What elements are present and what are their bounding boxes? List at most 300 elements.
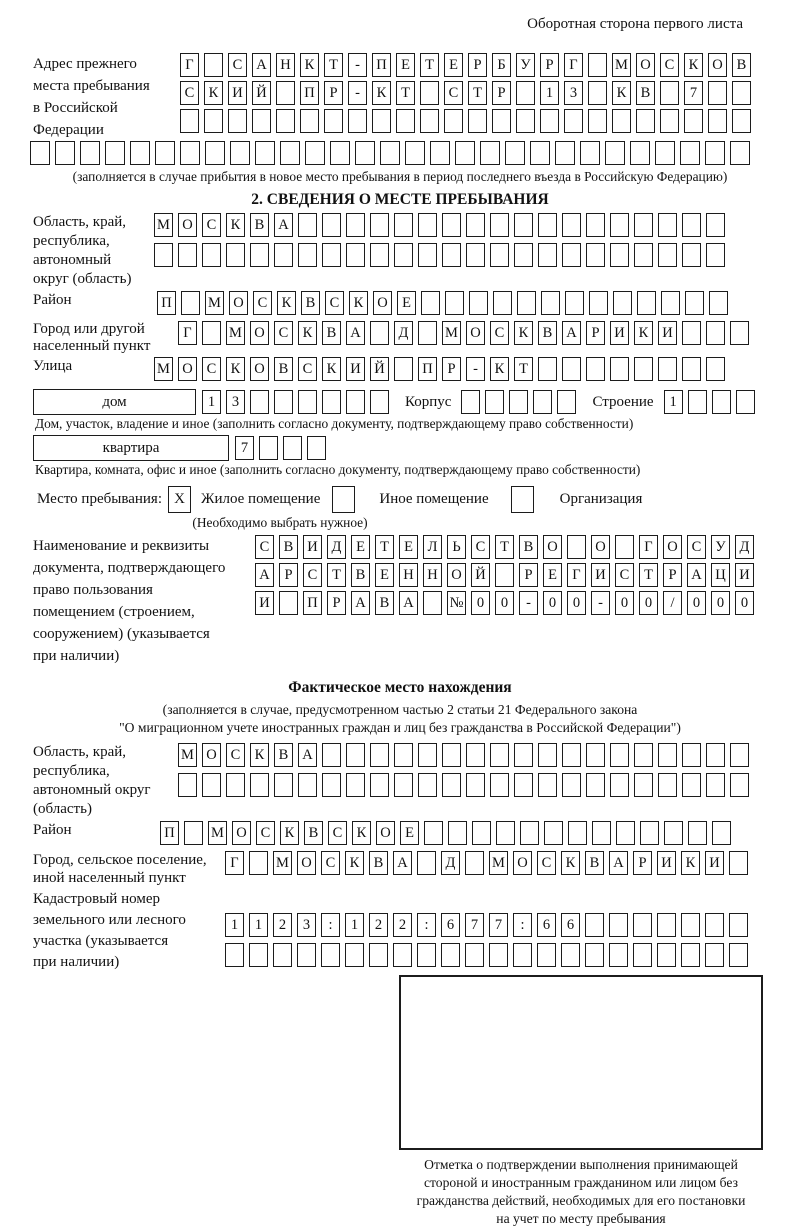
char-cell[interactable] [661,291,680,315]
char-cell[interactable]: А [346,321,365,345]
char-cell[interactable] [394,773,413,797]
char-cell[interactable] [496,821,515,845]
char-cell[interactable] [585,943,604,967]
char-cell[interactable] [370,321,389,345]
char-cell[interactable] [586,357,605,381]
char-cell[interactable] [418,213,437,237]
char-cell[interactable]: И [228,81,247,105]
char-cell[interactable]: О [202,743,221,767]
char-cell[interactable] [640,821,659,845]
char-cell[interactable] [322,243,341,267]
char-cell[interactable]: В [375,591,394,615]
char-cell[interactable]: О [250,321,269,345]
char-cell[interactable] [610,743,629,767]
char-cell[interactable] [605,141,625,165]
char-cell[interactable]: А [298,743,317,767]
char-cell[interactable]: А [393,851,412,875]
char-cell[interactable] [130,141,150,165]
char-cell[interactable] [250,773,269,797]
char-cell[interactable]: В [351,563,370,587]
char-cell[interactable]: Г [180,53,199,77]
char-cell[interactable]: В [585,851,604,875]
char-cell[interactable]: Д [441,851,460,875]
char-cell[interactable] [322,773,341,797]
char-cell[interactable] [514,743,533,767]
char-cell[interactable]: О [178,213,197,237]
char-cell[interactable]: М [178,743,197,767]
char-cell[interactable] [274,390,293,414]
char-cell[interactable]: Т [375,535,394,559]
char-cell[interactable] [466,213,485,237]
char-cell[interactable]: Е [543,563,562,587]
char-cell[interactable] [468,109,487,133]
char-cell[interactable] [538,773,557,797]
char-cell[interactable]: Н [399,563,418,587]
char-cell[interactable] [490,243,509,267]
apartment-type-box[interactable]: квартира [33,435,229,461]
char-cell[interactable]: С [444,81,463,105]
char-cell[interactable] [610,243,629,267]
char-cell[interactable]: К [322,357,341,381]
char-cell[interactable] [346,743,365,767]
char-cell[interactable] [225,943,244,967]
char-cell[interactable] [630,141,650,165]
char-cell[interactable]: 1 [345,913,364,937]
char-cell[interactable]: К [561,851,580,875]
char-cell[interactable]: С [202,213,221,237]
char-cell[interactable]: В [322,321,341,345]
stay-option-residential-checkbox[interactable]: X [168,486,191,513]
char-cell[interactable]: Д [327,535,346,559]
char-cell[interactable]: П [418,357,437,381]
char-cell[interactable] [516,81,535,105]
char-cell[interactable] [736,390,755,414]
char-cell[interactable] [490,773,509,797]
char-cell[interactable] [394,213,413,237]
char-cell[interactable] [466,243,485,267]
char-cell[interactable]: Й [370,357,389,381]
char-cell[interactable]: 6 [537,913,556,937]
char-cell[interactable]: Р [586,321,605,345]
char-cell[interactable] [346,390,365,414]
char-cell[interactable] [612,109,631,133]
char-cell[interactable] [658,243,677,267]
char-cell[interactable]: 3 [226,390,245,414]
char-cell[interactable] [405,141,425,165]
char-cell[interactable] [297,943,316,967]
char-cell[interactable] [610,213,629,237]
char-cell[interactable] [279,591,298,615]
char-cell[interactable] [420,81,439,105]
char-cell[interactable]: С [256,821,275,845]
char-cell[interactable]: - [466,357,485,381]
char-cell[interactable] [562,213,581,237]
char-cell[interactable]: М [154,213,173,237]
char-cell[interactable] [588,109,607,133]
char-cell[interactable] [465,851,484,875]
char-cell[interactable] [516,109,535,133]
char-cell[interactable]: - [348,53,367,77]
char-cell[interactable]: Р [663,563,682,587]
char-cell[interactable] [730,743,749,767]
char-cell[interactable] [202,321,221,345]
char-cell[interactable] [250,243,269,267]
char-cell[interactable]: С [202,357,221,381]
char-cell[interactable]: Е [351,535,370,559]
char-cell[interactable]: 7 [684,81,703,105]
char-cell[interactable]: В [369,851,388,875]
char-cell[interactable] [480,141,500,165]
char-cell[interactable] [682,243,701,267]
char-cell[interactable]: С [228,53,247,77]
char-cell[interactable] [490,213,509,237]
char-cell[interactable] [322,213,341,237]
char-cell[interactable] [370,243,389,267]
char-cell[interactable] [466,743,485,767]
char-cell[interactable]: И [303,535,322,559]
char-cell[interactable] [541,291,560,315]
stay-option-organization-checkbox[interactable] [511,486,534,513]
char-cell[interactable]: И [657,851,676,875]
char-cell[interactable]: Т [639,563,658,587]
char-cell[interactable]: И [591,563,610,587]
char-cell[interactable] [226,773,245,797]
char-cell[interactable] [682,773,701,797]
char-cell[interactable]: Д [735,535,754,559]
char-cell[interactable] [448,821,467,845]
char-cell[interactable] [634,213,653,237]
char-cell[interactable]: К [612,81,631,105]
char-cell[interactable] [461,390,480,414]
char-cell[interactable]: Ь [447,535,466,559]
char-cell[interactable]: А [687,563,706,587]
char-cell[interactable]: Р [633,851,652,875]
char-cell[interactable] [588,53,607,77]
char-cell[interactable] [514,773,533,797]
char-cell[interactable]: 0 [543,591,562,615]
char-cell[interactable] [634,743,653,767]
char-cell[interactable]: 0 [711,591,730,615]
char-cell[interactable] [537,943,556,967]
char-cell[interactable] [712,821,731,845]
char-cell[interactable]: 2 [393,913,412,937]
char-cell[interactable] [538,213,557,237]
char-cell[interactable] [706,357,725,381]
char-cell[interactable] [540,109,559,133]
char-cell[interactable]: С [471,535,490,559]
char-cell[interactable]: О [297,851,316,875]
char-cell[interactable] [420,109,439,133]
char-cell[interactable] [586,213,605,237]
char-cell[interactable]: К [298,321,317,345]
char-cell[interactable] [276,109,295,133]
char-cell[interactable] [682,213,701,237]
char-cell[interactable]: С [303,563,322,587]
char-cell[interactable]: 1 [664,390,683,414]
char-cell[interactable] [394,357,413,381]
char-cell[interactable] [705,141,725,165]
char-cell[interactable] [418,243,437,267]
char-cell[interactable] [346,213,365,237]
char-cell[interactable] [538,743,557,767]
char-cell[interactable] [708,109,727,133]
char-cell[interactable] [178,773,197,797]
char-cell[interactable]: М [154,357,173,381]
char-cell[interactable] [495,563,514,587]
char-cell[interactable]: О [373,291,392,315]
char-cell[interactable] [688,821,707,845]
char-cell[interactable] [252,109,271,133]
char-cell[interactable] [588,81,607,105]
char-cell[interactable]: 1 [202,390,221,414]
char-cell[interactable] [469,291,488,315]
char-cell[interactable] [682,743,701,767]
char-cell[interactable] [712,390,731,414]
char-cell[interactable]: Н [423,563,442,587]
char-cell[interactable] [657,913,676,937]
char-cell[interactable] [633,943,652,967]
char-cell[interactable]: Г [567,563,586,587]
char-cell[interactable] [274,243,293,267]
char-cell[interactable] [729,913,748,937]
char-cell[interactable]: Р [468,53,487,77]
char-cell[interactable]: Р [492,81,511,105]
char-cell[interactable]: И [705,851,724,875]
char-cell[interactable]: О [543,535,562,559]
char-cell[interactable] [276,81,295,105]
char-cell[interactable] [418,321,437,345]
char-cell[interactable]: 2 [369,913,388,937]
char-cell[interactable] [430,141,450,165]
char-cell[interactable]: Р [279,563,298,587]
char-cell[interactable]: К [204,81,223,105]
char-cell[interactable] [348,109,367,133]
char-cell[interactable] [660,81,679,105]
char-cell[interactable]: Р [324,81,343,105]
char-cell[interactable]: С [490,321,509,345]
char-cell[interactable] [613,291,632,315]
char-cell[interactable] [580,141,600,165]
char-cell[interactable] [634,773,653,797]
char-cell[interactable] [180,141,200,165]
char-cell[interactable]: 0 [471,591,490,615]
char-cell[interactable] [394,243,413,267]
char-cell[interactable] [706,743,725,767]
char-cell[interactable] [657,943,676,967]
char-cell[interactable]: С [660,53,679,77]
char-cell[interactable]: П [157,291,176,315]
char-cell[interactable] [636,109,655,133]
char-cell[interactable]: : [513,913,532,937]
char-cell[interactable] [509,390,528,414]
char-cell[interactable]: И [735,563,754,587]
char-cell[interactable] [680,141,700,165]
char-cell[interactable] [681,913,700,937]
char-cell[interactable]: С [253,291,272,315]
char-cell[interactable]: В [301,291,320,315]
char-cell[interactable]: К [349,291,368,315]
char-cell[interactable]: Т [327,563,346,587]
char-cell[interactable] [705,913,724,937]
char-cell[interactable] [322,390,341,414]
char-cell[interactable] [517,291,536,315]
char-cell[interactable] [322,743,341,767]
char-cell[interactable]: В [636,81,655,105]
char-cell[interactable] [533,390,552,414]
char-cell[interactable] [154,243,173,267]
char-cell[interactable]: У [516,53,535,77]
char-cell[interactable]: Р [442,357,461,381]
char-cell[interactable] [273,943,292,967]
char-cell[interactable] [55,141,75,165]
char-cell[interactable]: В [279,535,298,559]
char-cell[interactable]: 3 [297,913,316,937]
char-cell[interactable] [706,773,725,797]
char-cell[interactable]: В [274,357,293,381]
char-cell[interactable] [155,141,175,165]
char-cell[interactable]: К [345,851,364,875]
char-cell[interactable]: В [732,53,751,77]
char-cell[interactable]: Г [639,535,658,559]
char-cell[interactable]: С [180,81,199,105]
char-cell[interactable] [592,821,611,845]
char-cell[interactable] [729,943,748,967]
char-cell[interactable]: К [226,357,245,381]
char-cell[interactable]: : [321,913,340,937]
char-cell[interactable] [305,141,325,165]
char-cell[interactable]: С [226,743,245,767]
char-cell[interactable]: О [178,357,197,381]
char-cell[interactable] [298,773,317,797]
char-cell[interactable] [249,851,268,875]
char-cell[interactable] [655,141,675,165]
char-cell[interactable] [370,390,389,414]
char-cell[interactable]: В [538,321,557,345]
char-cell[interactable] [705,943,724,967]
char-cell[interactable]: Т [495,535,514,559]
char-cell[interactable]: Т [324,53,343,77]
char-cell[interactable]: С [537,851,556,875]
char-cell[interactable] [585,913,604,937]
stay-option-other-checkbox[interactable] [332,486,355,513]
char-cell[interactable]: А [399,591,418,615]
char-cell[interactable]: К [352,821,371,845]
char-cell[interactable] [562,243,581,267]
char-cell[interactable] [455,141,475,165]
char-cell[interactable]: С [255,535,274,559]
char-cell[interactable]: К [226,213,245,237]
char-cell[interactable]: О [250,357,269,381]
char-cell[interactable]: А [609,851,628,875]
char-cell[interactable] [589,291,608,315]
char-cell[interactable]: Т [396,81,415,105]
char-cell[interactable] [255,141,275,165]
char-cell[interactable] [544,821,563,845]
char-cell[interactable] [418,743,437,767]
char-cell[interactable] [30,141,50,165]
char-cell[interactable]: И [255,591,274,615]
char-cell[interactable]: М [205,291,224,315]
char-cell[interactable] [442,773,461,797]
char-cell[interactable] [658,213,677,237]
char-cell[interactable]: 0 [615,591,634,615]
char-cell[interactable] [204,53,223,77]
char-cell[interactable] [562,357,581,381]
char-cell[interactable]: К [514,321,533,345]
char-cell[interactable] [370,213,389,237]
char-cell[interactable]: К [634,321,653,345]
char-cell[interactable] [423,591,442,615]
char-cell[interactable] [732,109,751,133]
char-cell[interactable]: 3 [564,81,583,105]
char-cell[interactable] [321,943,340,967]
char-cell[interactable] [557,390,576,414]
char-cell[interactable] [567,535,586,559]
char-cell[interactable]: 0 [639,591,658,615]
char-cell[interactable]: И [658,321,677,345]
char-cell[interactable]: Г [178,321,197,345]
char-cell[interactable]: Е [396,53,415,77]
char-cell[interactable]: К [300,53,319,77]
char-cell[interactable] [564,109,583,133]
char-cell[interactable]: Г [564,53,583,77]
char-cell[interactable] [274,773,293,797]
char-cell[interactable]: 1 [225,913,244,937]
char-cell[interactable] [424,821,443,845]
char-cell[interactable] [562,743,581,767]
char-cell[interactable]: О [663,535,682,559]
char-cell[interactable] [228,109,247,133]
char-cell[interactable] [586,773,605,797]
char-cell[interactable]: П [303,591,322,615]
char-cell[interactable]: С [687,535,706,559]
char-cell[interactable]: - [591,591,610,615]
char-cell[interactable]: А [562,321,581,345]
char-cell[interactable] [466,773,485,797]
char-cell[interactable]: 7 [489,913,508,937]
char-cell[interactable] [493,291,512,315]
char-cell[interactable]: С [615,563,634,587]
char-cell[interactable] [202,773,221,797]
char-cell[interactable] [442,743,461,767]
char-cell[interactable] [445,291,464,315]
char-cell[interactable]: Й [471,563,490,587]
char-cell[interactable]: М [226,321,245,345]
char-cell[interactable]: В [274,743,293,767]
char-cell[interactable]: Е [400,821,419,845]
char-cell[interactable]: О [708,53,727,77]
char-cell[interactable] [80,141,100,165]
char-cell[interactable] [205,141,225,165]
char-cell[interactable]: А [255,563,274,587]
char-cell[interactable]: К [280,821,299,845]
char-cell[interactable]: К [277,291,296,315]
char-cell[interactable] [485,390,504,414]
char-cell[interactable]: К [372,81,391,105]
char-cell[interactable]: П [372,53,391,77]
char-cell[interactable] [609,943,628,967]
char-cell[interactable]: И [346,357,365,381]
char-cell[interactable]: С [328,821,347,845]
char-cell[interactable]: Р [327,591,346,615]
char-cell[interactable]: 0 [687,591,706,615]
char-cell[interactable] [637,291,656,315]
char-cell[interactable]: О [229,291,248,315]
char-cell[interactable] [345,943,364,967]
char-cell[interactable]: А [351,591,370,615]
char-cell[interactable] [298,243,317,267]
char-cell[interactable] [514,243,533,267]
